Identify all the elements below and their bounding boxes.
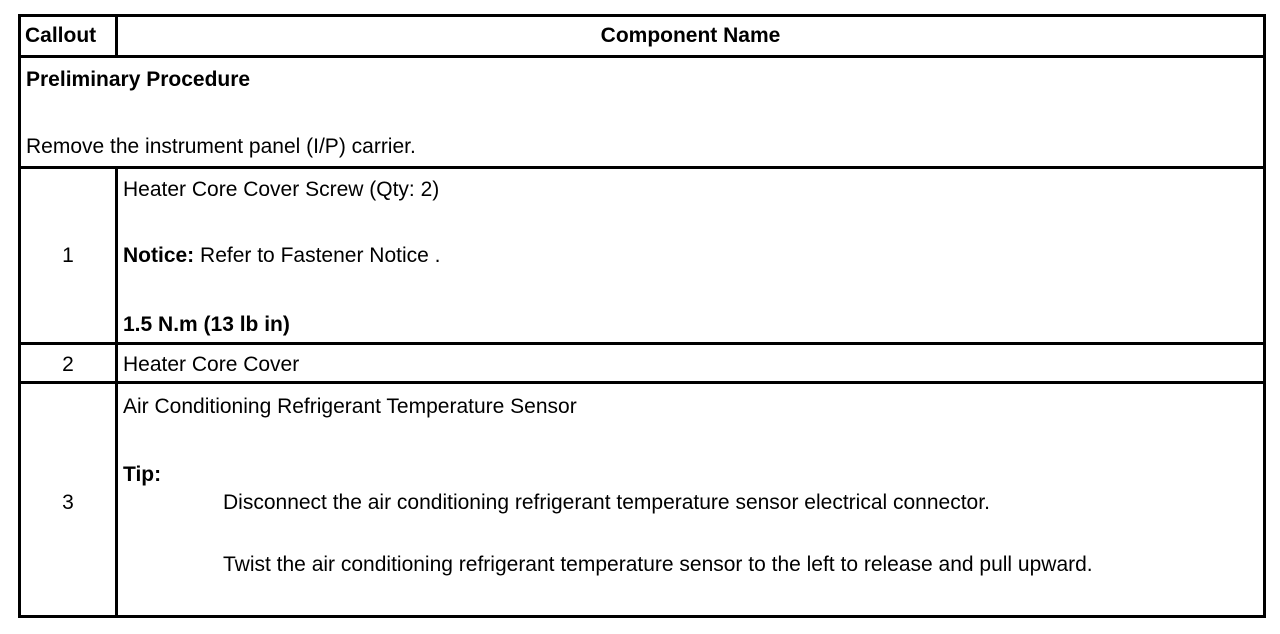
- component-table: [18, 14, 1266, 618]
- row2-divider: [21, 381, 1263, 384]
- preliminary-text: Remove the instrument panel (I/P) carrier.: [26, 135, 416, 158]
- row3-name: Air Conditioning Refrigerant Temperature Sensor: [123, 395, 577, 418]
- row1-name: Heater Core Cover Screw (Qty: 2): [123, 178, 440, 201]
- row1-notice-text: Refer to Fastener Notice .: [200, 244, 441, 267]
- row2-name: Heater Core Cover: [123, 353, 300, 376]
- row1-torque: 1.5 N.m (13 lb in): [123, 313, 290, 336]
- row3-step-2: Twist the air conditioning refrigerant temperature sensor to the left to release and pull upward.: [223, 553, 1093, 576]
- row3-step-1: Disconnect the air conditioning refrigerant temperature sensor electrical connector.: [223, 491, 990, 514]
- row1-notice-label: Notice:: [123, 244, 195, 267]
- row2-callout: 2: [62, 353, 74, 376]
- header-divider: [21, 55, 1263, 58]
- row3-tip-label: Tip:: [123, 463, 162, 486]
- row1-divider: [21, 342, 1263, 345]
- body-column-divider: [115, 166, 118, 618]
- row1-callout: 1: [62, 244, 74, 267]
- header-component-name: Component Name: [600, 24, 781, 47]
- row3-callout: 3: [62, 491, 74, 514]
- preliminary-title: Preliminary Procedure: [26, 68, 251, 91]
- header-callout: Callout: [25, 24, 97, 47]
- preliminary-divider: [21, 166, 1263, 169]
- row1-notice: [123, 244, 440, 268]
